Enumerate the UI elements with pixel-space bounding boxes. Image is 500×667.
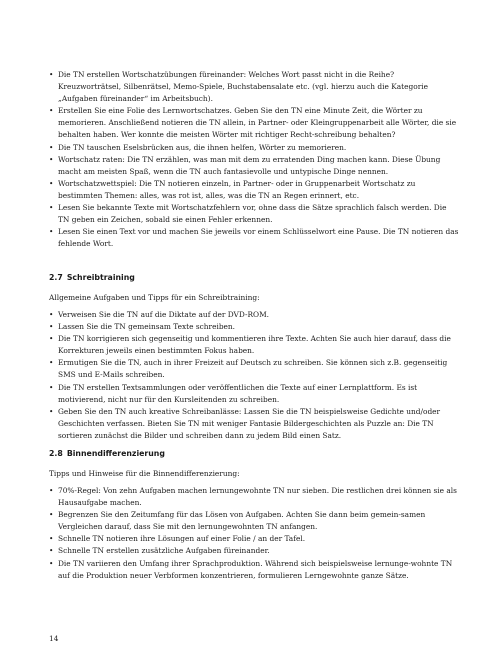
section-heading-2-8 (49, 448, 165, 460)
list-item: • Geben Sie den TN auch kreative Schreibanlässe: Lassen Sie die TN beispielsweise Gedichte und/oder Geschichten verfassen. Bieten Sie TN mit weniger Fantasie Bildergeschichten als Puzzle an: Die TN sortieren zunächst die Bilder und schreiben dann zu jedem Bild einen Satz. (49, 406, 459, 442)
list-item: • Lesen Sie bekannte Texte mit Wortschatzfehlern vor, ohne dass die Sätze sprachlich falsch werden. Die TN geben ein Zeichen, sobald sie einen Fehler erkennen. (49, 202, 459, 226)
list-item: • Die TN variieren den Umfang ihrer Sprachproduktion. Während sich beispielsweise lernunge-wohnte TN auf die Produktion neuer Verbformen konzentrieren, formulieren Lerngewohnte ganze Sätze. (49, 558, 459, 582)
vocabulary-exercise-list (49, 69, 459, 250)
list-item: • Schnelle TN notieren ihre Lösungen auf einer Folie / an der Tafel. (49, 533, 459, 545)
section-intro: Tipps und Hinweise für die Binnendifferenzierung: (49, 469, 240, 478)
list-item: • Die TN tauschen Eselsbrücken aus, die ihnen helfen, Wörter zu memorieren. (49, 142, 459, 154)
section-number: 2.8 (49, 449, 63, 458)
differentiation-tips-list (49, 485, 459, 582)
list-item: • 70%-Regel: Von zehn Aufgaben machen lernungewohnte TN nur sieben. Die restlichen drei können sie als Hausaufgabe machen. (49, 485, 459, 509)
list-item: • Die TN korrigieren sich gegenseitig und kommentieren ihre Texte. Achten Sie auch hier darauf, dass die Korrekturen jeweils einen bestimmten Fokus haben. (49, 333, 459, 357)
list-item: • Die TN erstellen Wortschatzübungen füreinander: Welches Wort passt nicht in die Reihe? Kreuzworträtsel, Silbenrätsel, Memo-Spiele, Buchstabensalate etc. (vgl. hierzu auch die Kategorie „Aufgaben füreinander“ im Arbeitsbuch). (49, 69, 459, 105)
section-heading-2-7 (49, 272, 135, 284)
list-item: • Die TN erstellen Textsammlungen oder veröffentlichen die Texte auf einer Lernplattform. Es ist motivierend, nicht nur für den Kursleitenden zu schreiben. (49, 382, 459, 406)
section-number: 2.7 (49, 273, 63, 282)
list-item: • Wortschatz raten: Die TN erzählen, was man mit dem zu erratenden Ding machen kann. Diese Übung macht am meisten Spaß, wenn die TN auch fantasievolle und untypische Dinge nennen. (49, 154, 459, 178)
list-item: • Ermutigen Sie die TN, auch in ihrer Freizeit auf Deutsch zu schreiben. Sie können sich z.B. gegenseitig SMS und E-Mails schreiben. (49, 357, 459, 381)
list-item: • Wortschatzwettspiel: Die TN notieren einzeln, in Partner- oder in Gruppenarbeit Wortschatz zu bestimmten Themen: alles, was rot ist, alles, was die TN an Regen erinnert, etc. (49, 178, 459, 202)
list-item: • Begrenzen Sie den Zeitumfang für das Lösen von Aufgaben. Achten Sie dann beim gemein-samen Vergleichen darauf, dass Sie mit den lernungewohnten TN anfangen. (49, 509, 459, 533)
section-title: Schreibtraining (66, 273, 135, 282)
list-item: • Erstellen Sie eine Folie des Lernwortschatzes. Geben Sie den TN eine Minute Zeit, die Wörter zu memorieren. Anschließend notieren die TN allein, in Partner- oder Kleingruppenarbeit alle Wörter, die sie behalten haben. Wer konnte die meisten Wörter mit richtiger Recht-schreibung behalten? (49, 105, 459, 141)
list-item: • Lassen Sie die TN gemeinsam Texte schreiben. (49, 321, 459, 333)
list-item: • Schnelle TN erstellen zusätzliche Aufgaben füreinander. (49, 545, 459, 557)
section-title: Binnendifferenzierung (66, 449, 165, 458)
page-number: 14 (49, 634, 59, 643)
list-item: • Verweisen Sie die TN auf die Diktate auf der DVD-ROM. (49, 309, 459, 321)
writing-tips-list (49, 309, 459, 442)
list-item: • Lesen Sie einen Text vor und machen Sie jeweils vor einem Schlüsselwort eine Pause. Die TN notieren das fehlende Wort. (49, 226, 459, 250)
section-intro: Allgemeine Aufgaben und Tipps für ein Schreibtraining: (49, 293, 260, 302)
